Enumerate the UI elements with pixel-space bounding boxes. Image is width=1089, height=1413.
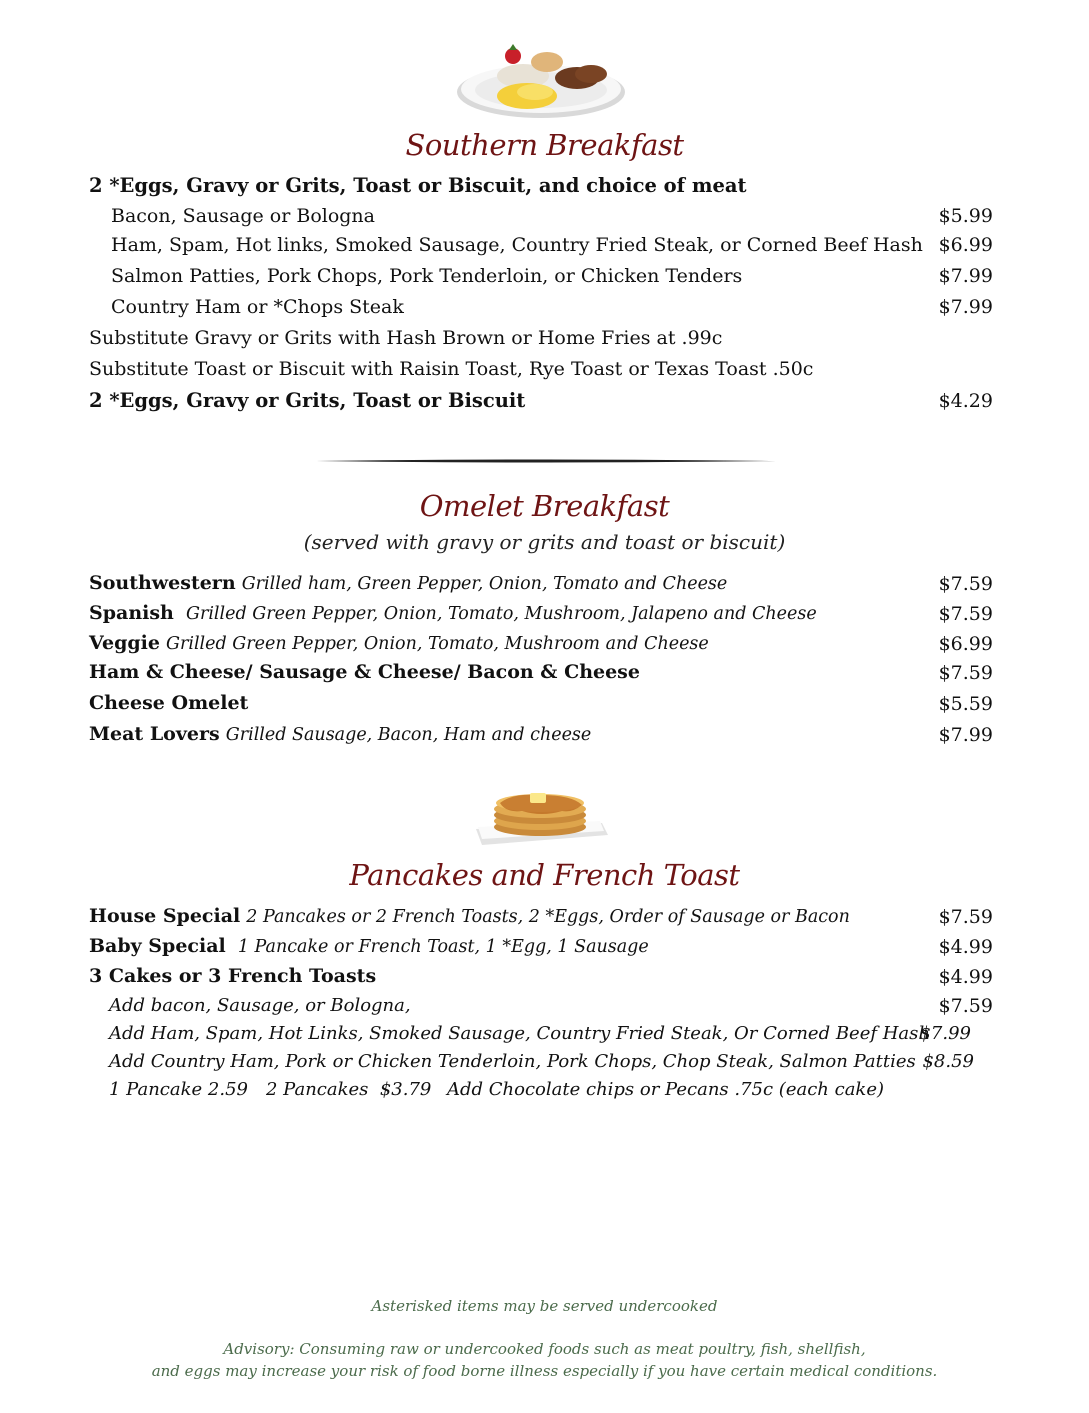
omelet-breakfast-title: Omelet Breakfast xyxy=(419,489,670,523)
breakfast-plate-image xyxy=(455,40,627,122)
omelet-item-name: Cheese Omelet xyxy=(89,692,249,714)
southern-option-price: $6.99 xyxy=(938,234,993,256)
southern-basic-price: $4.29 xyxy=(938,390,993,412)
southern-option-price: $5.99 xyxy=(938,205,993,227)
omelet-item-price: $7.59 xyxy=(938,662,993,684)
omelet-item-price: $6.99 xyxy=(938,633,993,655)
omelet-item-desc: Grilled Sausage, Bacon, Ham and cheese xyxy=(225,725,592,745)
pancake-addon: Add Ham, Spam, Hot Links, Smoked Sausage, Country Fried Steak, Or Corned Beef Hash xyxy=(109,1023,930,1044)
omelet-item-name: Meat Lovers xyxy=(89,723,220,745)
southern-option-price: $7.99 xyxy=(938,265,993,287)
omelet-item-name: Veggie xyxy=(89,632,160,654)
omelet-item xyxy=(89,632,709,654)
pancake-item-desc: 2 Pancakes or 2 French Toasts, 2 *Eggs, Order of Sausage or Bacon xyxy=(246,907,850,927)
omelet-item xyxy=(89,723,591,745)
southern-option-price: $7.99 xyxy=(938,296,993,318)
section-divider xyxy=(316,459,776,463)
southern-option: Bacon, Sausage or Bologna xyxy=(111,205,375,227)
southern-substitute: Substitute Gravy or Grits with Hash Brown or Home Fries at .99c xyxy=(89,327,723,349)
omelet-item-price: $7.59 xyxy=(938,573,993,595)
omelet-item-price: $7.99 xyxy=(938,724,993,746)
pancake-item-name: 3 Cakes or 3 French Toasts xyxy=(89,965,377,987)
chocolate-pecan-addon: Add Chocolate chips or Pecans .75c (each cake) xyxy=(447,1079,885,1100)
pancake-item-price: $7.59 xyxy=(938,906,993,928)
omelet-item-desc: Grilled Green Pepper, Onion, Tomato, Mushroom, Jalapeno and Cheese xyxy=(185,604,817,624)
omelet-item-price: $5.59 xyxy=(938,693,993,715)
omelet-subtitle: (served with gravy or grits and toast or biscuit) xyxy=(303,530,786,554)
southern-option: Salmon Patties, Pork Chops, Pork Tenderloin, or Chicken Tenders xyxy=(111,265,743,287)
pancake-item-name: Baby Special xyxy=(89,935,226,957)
two-pancakes-price: 2 Pancakes $3.79 xyxy=(266,1079,432,1100)
pancake-item xyxy=(89,935,649,957)
pancake-item-price: $4.99 xyxy=(938,936,993,958)
pancake-item-desc: 1 Pancake or French Toast, 1 *Egg, 1 Sausage xyxy=(237,937,649,957)
southern-basic-item: 2 *Eggs, Gravy or Grits, Toast or Biscuit xyxy=(89,389,526,412)
omelet-item xyxy=(89,572,727,594)
omelet-item-name: Ham & Cheese/ Sausage & Cheese/ Bacon & Cheese xyxy=(89,661,640,683)
southern-main-item: 2 *Eggs, Gravy or Grits, Toast or Biscuit, and choice of meat xyxy=(89,174,747,197)
pancake-item-name: House Special xyxy=(89,905,241,927)
southern-breakfast-title: Southern Breakfast xyxy=(405,128,684,162)
pancake-addon: Add bacon, Sausage, or Bologna, xyxy=(109,995,411,1016)
omelet-item-name: Spanish xyxy=(89,602,174,624)
pancake-item xyxy=(89,905,850,927)
omelet-item-price: $7.59 xyxy=(938,603,993,625)
advisory-line: Advisory: Consuming raw or undercooked foods such as meat poultry, fish, shellfish, xyxy=(223,1340,866,1358)
southern-substitute: Substitute Toast or Biscuit with Raisin Toast, Rye Toast or Texas Toast .50c xyxy=(89,358,814,380)
single-pancake-price: 1 Pancake 2.59 xyxy=(109,1079,248,1100)
omelet-item-name: Southwestern xyxy=(89,572,236,594)
pancake-addon-price: $7.59 xyxy=(938,995,993,1017)
pancake-item-price: $4.99 xyxy=(938,966,993,988)
southern-option: Country Ham or *Chops Steak xyxy=(111,296,404,318)
pancakes-title: Pancakes and French Toast xyxy=(349,858,740,892)
advisory-line: and eggs may increase your risk of food borne illness especially if you have certain medical conditions. xyxy=(151,1362,938,1380)
omelet-item-desc: Grilled ham, Green Pepper, Onion, Tomato and Cheese xyxy=(241,574,728,594)
pancake-addon: Add Country Ham, Pork or Chicken Tenderloin, Pork Chops, Chop Steak, Salmon Patties xyxy=(109,1051,916,1072)
pancake-addon-price: $8.59 xyxy=(922,1051,974,1072)
asterisk-note: Asterisked items may be served undercooked xyxy=(371,1297,718,1315)
omelet-item xyxy=(89,602,817,624)
pancake-stack-image xyxy=(472,783,610,851)
pancake-addon-price: $7.99 xyxy=(919,1023,971,1044)
omelet-item-desc: Grilled Green Pepper, Onion, Tomato, Mushroom and Cheese xyxy=(166,634,709,654)
southern-option: Ham, Spam, Hot links, Smoked Sausage, Country Fried Steak, or Corned Beef Hash xyxy=(111,234,923,256)
